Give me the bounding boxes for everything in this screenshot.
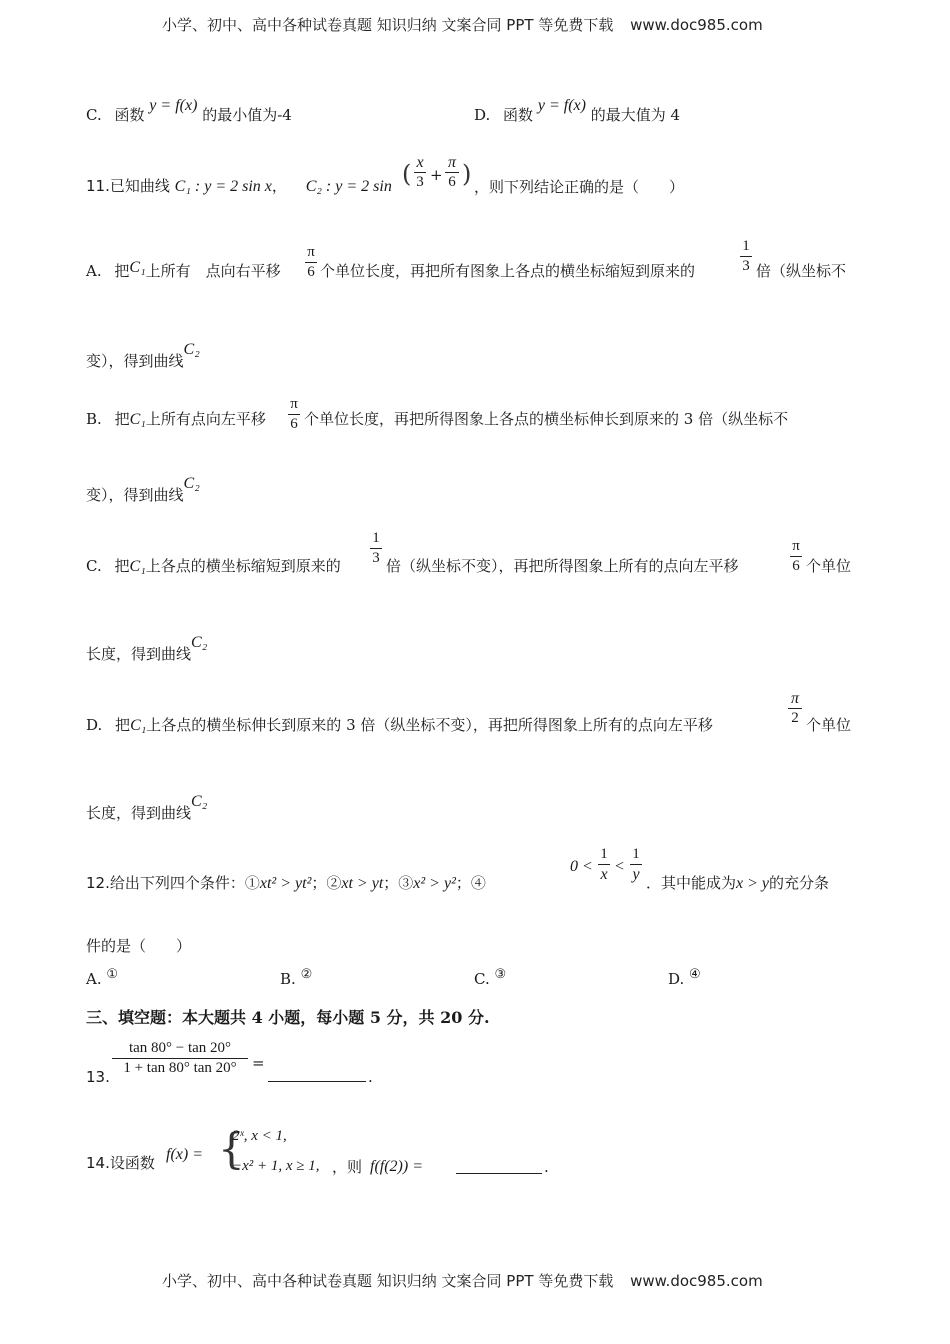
option-text: 把: [114, 410, 130, 428]
option-text: 把: [114, 557, 130, 575]
option-text: 倍（纵坐标不变），再把所得图象上所有的点向左平移: [386, 557, 739, 575]
plus-sign: +: [430, 166, 443, 184]
function-f-of-x: f(x) =: [166, 1146, 203, 1163]
fraction-pi-over-6: π 6: [305, 244, 317, 281]
option-label: D.: [86, 716, 103, 734]
fraction-pi-over-6: π 6: [445, 154, 459, 191]
less-than: <: [614, 858, 625, 875]
open-paren: (: [402, 160, 412, 188]
target-condition: x > y: [736, 875, 770, 892]
option-text: 长度，得到曲线: [86, 645, 192, 663]
q13-line: [86, 1068, 110, 1086]
q12-stem: [86, 872, 486, 893]
q11-option-b-cont: [86, 475, 200, 505]
option-label: D.: [668, 970, 685, 988]
option-text: 的最大值为 4: [590, 106, 681, 124]
condition-1: xt² > yt²: [259, 875, 312, 892]
answer-blank[interactable]: [456, 1172, 542, 1174]
stem-text: 给出下列四个条件：①: [109, 874, 260, 892]
option-text: 函数: [503, 106, 534, 124]
answer-blank[interactable]: [268, 1080, 366, 1082]
stem-text: ；②: [311, 874, 342, 892]
fraction-pi-over-2: π 2: [788, 690, 802, 727]
page-header: [162, 14, 763, 35]
stem-text: ，则: [332, 1158, 363, 1176]
stem-text: 的充分条: [769, 874, 830, 892]
fraction-1-over-3: 1 3: [740, 238, 752, 275]
curve-c1: C₁: [129, 259, 146, 276]
option-label: B.: [280, 970, 296, 988]
curve-c1: C₁: [129, 558, 146, 575]
curve-c2: C₂: [191, 634, 208, 651]
piecewise-case-1: 2ˣ, x < 1,: [232, 1128, 287, 1144]
q11-option-a-cont: [86, 341, 200, 371]
q12-stem-end: 件的是（ ）: [86, 937, 192, 955]
option-value: ③: [494, 967, 507, 982]
fraction-1-over-y: 1 y: [630, 846, 642, 883]
q11-option-d[interactable]: [86, 714, 713, 735]
stem-text: 已知曲线: [109, 177, 170, 195]
option-label: C.: [86, 557, 102, 575]
close-paren: ): [462, 160, 472, 188]
q12-option-a[interactable]: [86, 967, 119, 988]
option-text: 个单位长度，再把所有图象上各点的横坐标缩短到原来的: [320, 262, 696, 280]
option-text: 把: [115, 716, 131, 734]
option-label: D.: [474, 106, 491, 124]
q14-stem: [86, 1152, 155, 1173]
option-text: 个单位: [806, 716, 852, 734]
stem-text: ；④: [455, 874, 486, 892]
question-number: 14.: [86, 1154, 110, 1172]
option-text: 上各点的横坐标伸长到原来的 3 倍（纵坐标不变），再把所得图象上所有的点向左平移: [146, 716, 713, 734]
fraction-1-over-x: 1 x: [598, 846, 610, 883]
option-text: 个单位长度，再把所得图象上各点的横坐标伸长到原来的 3 倍（纵坐标不: [304, 410, 789, 428]
option-label: B.: [86, 410, 102, 428]
period: .: [368, 1068, 373, 1086]
footer-site-link[interactable]: www.doc985.com: [630, 1272, 763, 1290]
condition-2: xt > yt: [341, 875, 384, 892]
question-number: 13.: [86, 1068, 110, 1086]
q10-option-c[interactable]: [86, 97, 292, 125]
q11-option-d-cont: [86, 793, 208, 823]
piecewise-case-2: −x² + 1, x ≥ 1,: [232, 1158, 320, 1174]
option-label: C.: [86, 106, 102, 124]
q10-option-d[interactable]: [474, 97, 681, 125]
function-expression: y = f(x): [537, 97, 586, 114]
option-text: 上所有 点向右平移: [145, 262, 281, 280]
q12-stem-cont: [646, 872, 829, 893]
option-text: 倍（纵坐标不: [756, 262, 847, 280]
q12-option-b[interactable]: [280, 967, 313, 988]
header-site-link[interactable]: www.doc985.com: [630, 16, 763, 34]
option-text: 函数: [114, 106, 145, 124]
curve-c1: C₁: [129, 411, 146, 428]
fraction-1-over-3: 1 3: [370, 530, 382, 567]
curve-c1: C₁: [130, 717, 147, 734]
option-text: 上各点的横坐标缩短到原来的: [145, 557, 341, 575]
option-label: C.: [474, 970, 490, 988]
header-text: 小学、初中、高中各种试卷真题 知识归纳 文案合同 PPT 等免费下载: [162, 16, 614, 34]
option-text: 的最小值为-4: [202, 106, 292, 124]
q12-option-d[interactable]: [668, 967, 701, 988]
curve-c2: C₂: [191, 793, 208, 810]
option-text: 个单位: [806, 557, 852, 575]
section-title: 三、填空题：本大题共 4 小题，每小题 5 分，共 20 分.: [86, 1008, 490, 1027]
q11-option-c-cont: [86, 634, 208, 664]
condition-4-prefix: 0 <: [570, 858, 593, 875]
equals-sign: =: [252, 1054, 265, 1072]
curve-c2: C₂: [183, 475, 200, 492]
page-footer: [162, 1270, 763, 1291]
option-value: ④: [689, 967, 701, 982]
fraction-tan-expression: tan 80° − tan 20° 1 + tan 80° tan 20°: [112, 1040, 248, 1077]
condition-3: x² > y²: [413, 875, 456, 892]
option-text: 上所有点向左平移: [145, 410, 266, 428]
stem-text: ．其中能成为: [646, 874, 737, 892]
option-value: ②: [300, 967, 313, 982]
option-label: A.: [86, 970, 102, 988]
fraction-pi-over-6: π 6: [288, 396, 300, 433]
fraction-pi-over-6: π 6: [790, 538, 802, 575]
option-text: 变），得到曲线: [86, 486, 184, 504]
q11-option-b[interactable]: [86, 408, 266, 429]
stem-text: ；③: [383, 874, 414, 892]
function-expression: y = f(x): [149, 97, 198, 114]
option-label: A.: [86, 262, 102, 280]
stem-text: 设函数: [109, 1154, 155, 1172]
curve-c2-definition: C₂ : y = 2 sin: [305, 178, 392, 195]
option-text: 长度，得到曲线: [86, 804, 192, 822]
question-number: 12.: [86, 874, 110, 892]
curve-c2: C₂: [183, 341, 200, 358]
q11-option-a[interactable]: [86, 260, 281, 281]
period: .: [544, 1158, 549, 1176]
q12-option-c[interactable]: [474, 967, 507, 988]
option-text: 把: [114, 262, 130, 280]
curve-c1-definition: C₁ : y = 2 sin x: [174, 178, 272, 195]
piecewise-brace: {: [218, 1124, 245, 1173]
question-number: 11.: [86, 177, 110, 195]
option-text: 变），得到曲线: [86, 352, 184, 370]
stem-text: ，则下列结论正确的是（ ）: [474, 178, 685, 196]
fraction-x-over-3: x 3: [414, 154, 426, 191]
footer-text: 小学、初中、高中各种试卷真题 知识归纳 文案合同 PPT 等免费下载: [162, 1272, 614, 1290]
q11-option-c[interactable]: [86, 555, 341, 576]
composite-function: f(f(2)) =: [370, 1158, 423, 1175]
option-value: ①: [106, 967, 119, 982]
q11-stem: 11.已知曲线 C₁ : y = 2 sin x， C₂ : y = 2 sin: [86, 177, 392, 195]
